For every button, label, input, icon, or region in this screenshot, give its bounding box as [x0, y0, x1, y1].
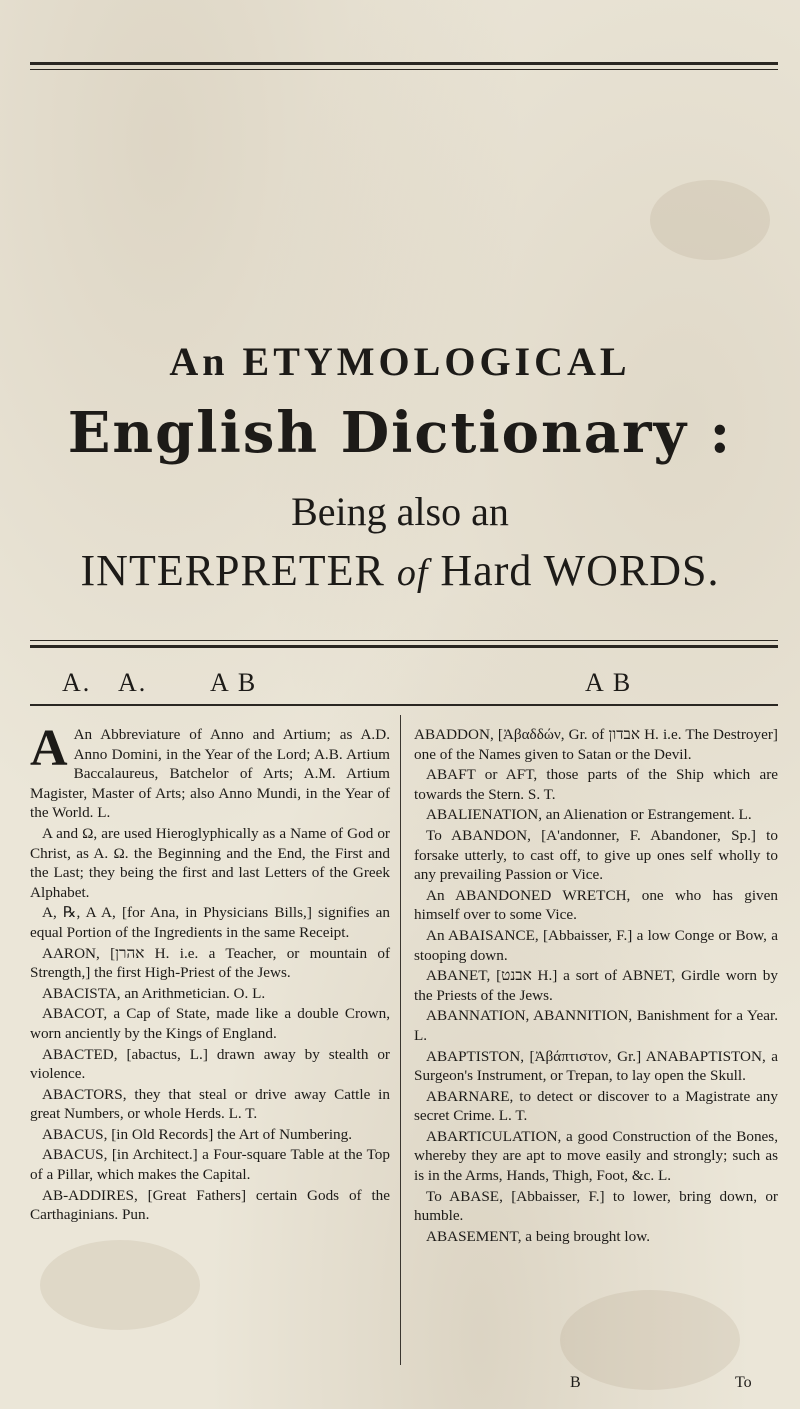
- paper-stain: [560, 1290, 740, 1390]
- entry-abacista: ABACISTA, an Arithmetician. O. L.: [42, 984, 266, 1002]
- running-head-left-c: A B: [210, 668, 258, 697]
- entry-ana: A, ℞, A A, [for Ana, in Physicians Bills,] signifies an equal Portion of the Ingredients in the same Receipt.: [30, 904, 390, 941]
- entry-abactors: ABACTORS, they that steal or drive away Cattle in great Numbers, or whole Herds. L. T.: [30, 1085, 390, 1123]
- running-head-left-b: A.: [118, 668, 148, 697]
- entry-abasement: ABASEMENT, a being brought low.: [426, 1227, 650, 1245]
- running-head-left-a: A.: [62, 668, 92, 697]
- entry-abaddon: ABADDON, [Ἀβαδδών, Gr. of אבדון H. i.e. The Destroyer] one of the Names given to Satan or the Devil.: [414, 726, 778, 763]
- entry-a-abbreviature: [30, 720, 390, 823]
- title-line-etymological: An ETYMOLOGICAL: [169, 339, 631, 384]
- entry-abacted: ABACTED, [abactus, L.] drawn away by stealth or violence.: [30, 1045, 390, 1083]
- title-line-english-dictionary: English Dictionary :: [67, 400, 733, 466]
- entry-alpha-omega: A and Ω, are used Hieroglyphically as a Name of God or Christ, as A. Ω. the Beginning and the End, the First and the Last; they being the first and last Letters of the Greek Alphabet.: [30, 824, 390, 901]
- column-divider: [400, 715, 401, 1365]
- entry-abaisance: An ABAISANCE, [Abbaisser, F.] a low Conge or Bow, a stooping down.: [414, 926, 778, 964]
- title-line-interpreter: [0, 545, 800, 596]
- right-column: [414, 725, 778, 1247]
- entry-abalienation: ABALIENATION, an Alienation or Estrangement. L.: [426, 806, 752, 824]
- title-interpreter-word: INTERPRETER: [80, 546, 397, 595]
- entry-abarticulation: ABARTICULATION, a good Construction of the Bones, whereby they are apt to move easily and strongly; such as is in the Arms, Hands, Thigh, Foot, &c. L.: [414, 1127, 778, 1185]
- signature-mark: B: [570, 1374, 581, 1391]
- header-rule-top: [30, 640, 778, 641]
- entry-abaft: ABAFT or AFT, those parts of the Ship which are towards the Stern. S. T.: [414, 766, 778, 803]
- entry-abaptiston: ABAPTISTON, [Ἀβάπτιστον, Gr.] ANABAPTISTON, a Surgeon's Instrument, or Trepan, to lay open the Skull.: [414, 1047, 778, 1085]
- entry-to-abase: To ABASE, [Abbaisser, F.] to lower, bring down, or humble.: [414, 1187, 778, 1225]
- title-hard-words: Hard WORDS.: [428, 546, 720, 595]
- title-of-word: of: [396, 552, 429, 594]
- drop-cap-a: A: [30, 720, 68, 777]
- catchword: To: [735, 1374, 752, 1391]
- title-line-being-also: Being also an: [291, 489, 509, 534]
- header-rule-bottom: [30, 704, 778, 706]
- entry-text: An Abbreviature of Anno and Artium; as A.D. Anno Domini, in the Year of the Lord; A.B. Artium Baccalaureus, Batchelor of Arts; A.M. Artium Magister, Master of Arts; also Anno Mundi, in the Year of the World. L.: [30, 726, 390, 822]
- entry-abacus-architect: ABACUS, [in Architect.] a Four-square Table at the Top of a Pillar, which makes the Capital.: [30, 1146, 390, 1184]
- entry-aaron: AARON, [אהרן H. i.e. a Teacher, or mountain of Strength,] the first High-Priest of the Jews.: [30, 944, 390, 982]
- entry-abacus-records: ABACUS, [in Old Records] the Art of Numbering.: [42, 1125, 353, 1143]
- left-column: [30, 720, 390, 1226]
- entry-abandoned-wretch: An ABANDONED WRETCH, one who has given himself over to some Vice.: [414, 886, 778, 924]
- top-rule: [30, 62, 778, 65]
- entry-abannation: ABANNATION, ABANNITION, Banishment for a Year. L.: [414, 1007, 778, 1044]
- entry-abarnare: ABARNARE, to detect or discover to a Magistrate any secret Crime. L. T.: [414, 1087, 778, 1125]
- entry-ab-addires: AB-ADDIRES, [Great Fathers] certain Gods of the Carthaginians. Pun.: [30, 1186, 390, 1224]
- header-rule-top-thick: [30, 645, 778, 648]
- paper-stain: [40, 1240, 200, 1330]
- entry-abacot: ABACOT, a Cap of State, made like a double Crown, worn anciently by the Kings of England.: [30, 1005, 390, 1042]
- paper-stain: [650, 180, 770, 260]
- entry-to-abandon: To ABANDON, [A'andonner, F. Abandoner, Sp.] to forsake utterly, to cast off, to give up ones self wholly to any prevailing Passion or Vice.: [414, 826, 778, 884]
- top-rule-thin: [30, 69, 778, 70]
- entry-abanet: ABANET, [אבנט H.] a sort of ABNET, Girdle worn by the Priests of the Jews.: [414, 967, 778, 1004]
- running-head-right: A B: [585, 668, 633, 697]
